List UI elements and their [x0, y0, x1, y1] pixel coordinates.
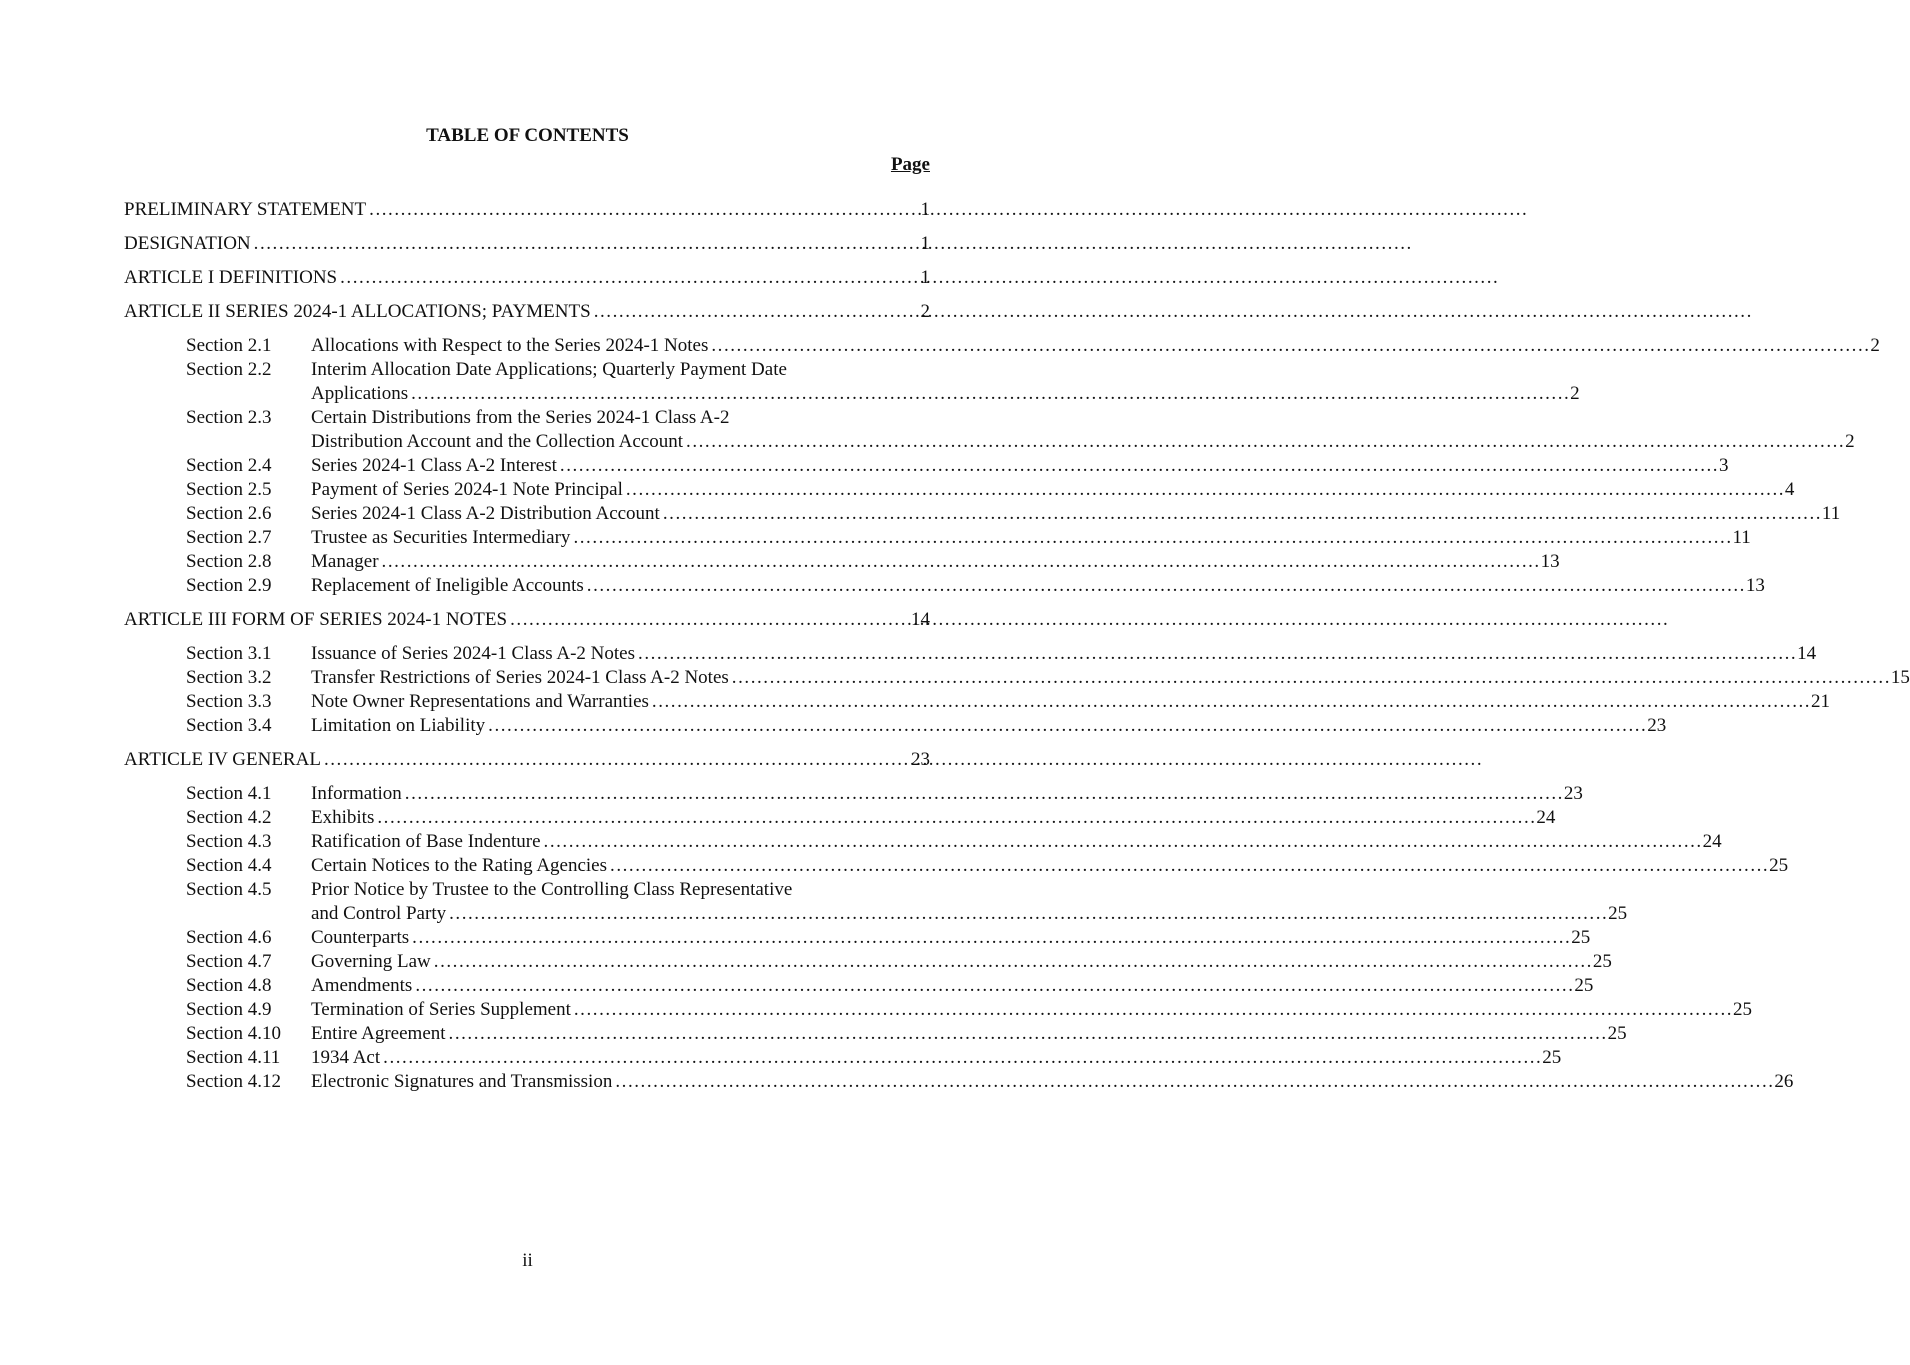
section-title-line: [311, 526, 1751, 550]
section-title-block: [311, 1046, 1561, 1070]
section-number: Section 4.5: [186, 879, 272, 900]
dot-leader: [382, 550, 1538, 574]
dot-leader: [449, 902, 1605, 926]
section-title: Governing Law: [311, 951, 431, 972]
toc-article-entry[interactable]: [124, 748, 930, 772]
section-title-block: [311, 974, 1593, 998]
toc-page-number: 25: [1592, 951, 1612, 972]
toc-section-entry[interactable]: [186, 830, 1722, 854]
toc-section-entry[interactable]: [186, 1046, 1562, 1070]
dot-leader: [610, 854, 1766, 878]
section-title-line: [311, 782, 1583, 806]
section-number: Section 2.7: [186, 527, 272, 548]
dot-leader: [544, 830, 1700, 854]
dot-leader: [573, 526, 1729, 550]
section-title-line: [311, 1070, 1793, 1094]
section-title-line: [311, 806, 1555, 830]
section-title-line: [311, 382, 1580, 406]
toc-page-number: 2: [1870, 335, 1880, 356]
toc-section-entry[interactable]: [186, 334, 1880, 358]
toc-article-entry[interactable]: [124, 232, 930, 256]
toc-article-title: DESIGNATION: [124, 233, 251, 254]
dot-leader: [615, 1070, 1771, 1094]
dot-leader: [732, 666, 1888, 690]
toc-section-entry[interactable]: [186, 998, 1752, 1022]
dot-leader: [434, 950, 1590, 974]
section-number: Section 4.2: [186, 807, 272, 828]
toc-section-entry[interactable]: [186, 574, 1765, 598]
section-title-block: [311, 854, 1788, 878]
dot-leader: [412, 926, 1568, 950]
toc-page-number: 26: [1774, 1071, 1794, 1092]
toc-page-number: 1: [920, 233, 930, 254]
section-title-block: [311, 998, 1752, 1022]
dot-leader: [686, 430, 1842, 454]
dot-leader: [711, 334, 1867, 358]
section-title-block: [311, 950, 1612, 974]
toc-page-number: 2: [1570, 383, 1580, 404]
toc-page-number: 25: [1574, 975, 1594, 996]
dot-leader: [488, 714, 1644, 738]
section-title-line: [311, 334, 1880, 358]
toc-page-number: 25: [1769, 855, 1789, 876]
toc-section-group: [186, 642, 1910, 738]
section-title-block: [311, 574, 1765, 598]
toc-page-number: 23: [911, 749, 930, 770]
section-title-line: [311, 550, 1560, 574]
toc-article-entry[interactable]: [124, 198, 930, 222]
toc-page-number: 1: [920, 267, 930, 288]
toc-section-entry[interactable]: [186, 690, 1830, 714]
section-title: Distribution Account and the Collection Account: [311, 431, 684, 452]
toc-section-entry[interactable]: [186, 714, 1667, 738]
section-title-block: [311, 550, 1560, 574]
section-number: Section 2.2: [186, 359, 272, 380]
toc-section-entry[interactable]: [186, 550, 1560, 574]
toc-section-group: [186, 334, 1880, 598]
section-number: Section 3.2: [186, 667, 272, 688]
section-number: Section 2.4: [186, 455, 272, 476]
toc-page-number: 11: [1732, 527, 1751, 548]
section-title: Applications: [311, 383, 409, 404]
section-title-block: [311, 714, 1666, 738]
section-number: Section 2.5: [186, 479, 272, 500]
toc-section-entry[interactable]: [186, 666, 1910, 690]
section-title-line: [311, 830, 1722, 854]
page-number: ii: [522, 1250, 533, 1271]
toc-article-entry[interactable]: [124, 300, 930, 324]
toc-page-number: 21: [1810, 691, 1830, 712]
section-number: Section 4.12: [186, 1071, 281, 1092]
toc-section-entry[interactable]: [186, 854, 1789, 878]
toc-page-number: 25: [1607, 1023, 1627, 1044]
toc-section-entry[interactable]: [186, 358, 1580, 406]
toc-page-number: 15: [1890, 667, 1910, 688]
dot-leader: [626, 478, 1782, 502]
toc-page-number: 25: [1732, 999, 1752, 1020]
toc-article-title: ARTICLE IV GENERAL: [124, 749, 321, 770]
section-title: Trustee as Securities Intermediary: [311, 527, 571, 548]
toc-page-number: 2: [1845, 431, 1855, 452]
section-title-line: [311, 478, 1794, 502]
section-title: Amendments: [311, 975, 413, 996]
section-number: Section 3.4: [186, 715, 272, 736]
toc-section-entry[interactable]: [186, 642, 1817, 666]
section-title: Information: [311, 783, 402, 804]
dot-leader: [587, 574, 1743, 598]
toc-page-number: 25: [1571, 927, 1591, 948]
toc-page-number: 24: [1536, 807, 1556, 828]
section-title-block: [311, 1070, 1793, 1094]
section-title-line: [311, 690, 1830, 714]
section-title: Ratification of Base Indenture: [311, 831, 541, 852]
toc-section-entry[interactable]: [186, 526, 1751, 550]
toc-article-entry[interactable]: [124, 608, 930, 632]
toc-page-number: 13: [1745, 575, 1765, 596]
section-title-block: [311, 1022, 1627, 1046]
section-number: Section 2.8: [186, 551, 272, 572]
section-title-block: [311, 526, 1751, 550]
section-number: Section 3.1: [186, 643, 272, 664]
section-title: Payment of Series 2024-1 Note Principal: [311, 479, 623, 500]
section-number: Section 2.6: [186, 503, 272, 524]
toc-section-entry[interactable]: [186, 782, 1583, 806]
toc-section-entry[interactable]: [186, 878, 1628, 926]
section-title: Termination of Series Supplement: [311, 999, 571, 1020]
section-title-block: [311, 830, 1722, 854]
section-title-line: [311, 950, 1612, 974]
section-title: and Control Party: [311, 903, 447, 924]
section-title: Manager: [311, 551, 379, 572]
dot-leader: [340, 266, 917, 290]
section-title: Limitation on Liability: [311, 715, 486, 736]
dot-leader: [411, 382, 1567, 406]
section-title-block: [311, 334, 1880, 358]
section-number: Section 4.6: [186, 927, 272, 948]
section-title: Entire Agreement: [311, 1023, 446, 1044]
dot-leader: [415, 974, 1571, 998]
dot-leader: [377, 806, 1533, 830]
page-column-header: Page: [890, 154, 930, 175]
section-title: Electronic Signatures and Transmission: [311, 1071, 613, 1092]
section-title-line: [311, 714, 1666, 738]
toc-article-entry[interactable]: [124, 266, 930, 290]
section-title-line: [311, 926, 1590, 950]
dot-leader: [369, 198, 917, 222]
section-number: Section 4.8: [186, 975, 272, 996]
section-number: Section 2.9: [186, 575, 272, 596]
section-title-line: [311, 666, 1910, 690]
section-title-block: [311, 502, 1840, 526]
section-title: Certain Distributions from the Series 2024-1 Class A-2: [311, 407, 730, 428]
section-title-line: [311, 1022, 1627, 1046]
toc-section-entry[interactable]: [186, 926, 1591, 950]
dot-leader: [254, 232, 918, 256]
toc-page-number: 25: [1542, 1047, 1562, 1068]
dot-leader: [663, 502, 1819, 526]
section-title-block: [311, 358, 1580, 406]
toc-article-title: PRELIMINARY STATEMENT: [124, 199, 367, 220]
section-title-block: [311, 926, 1590, 950]
toc-section-entry[interactable]: [186, 1022, 1627, 1046]
section-title: Replacement of Ineligible Accounts: [311, 575, 584, 596]
section-title-line: [311, 1046, 1561, 1070]
section-title: Note Owner Representations and Warranties: [311, 691, 649, 712]
dot-leader: [449, 1022, 1605, 1046]
section-title-block: [311, 478, 1794, 502]
toc-section-entry[interactable]: [186, 454, 1729, 478]
toc-page-number: 14: [911, 609, 930, 630]
section-title-line: [311, 642, 1816, 666]
toc-page-number: 24: [1702, 831, 1722, 852]
section-number: Section 4.11: [186, 1047, 281, 1068]
section-number: Section 4.1: [186, 783, 272, 804]
toc-section-entry[interactable]: [186, 1070, 1794, 1094]
dot-leader: [405, 782, 1561, 806]
dot-leader: [324, 748, 908, 772]
toc-page-number: 23: [1647, 715, 1667, 736]
section-title: Exhibits: [311, 807, 375, 828]
toc-page-number: 4: [1784, 479, 1795, 500]
toc-section-entry[interactable]: [186, 950, 1612, 974]
section-title-block: [311, 666, 1910, 690]
section-title-line: [311, 998, 1752, 1022]
dot-leader: [638, 642, 1794, 666]
toc-section-entry[interactable]: [186, 478, 1795, 502]
toc-page-number: 23: [1563, 783, 1583, 804]
toc-article-title: ARTICLE II SERIES 2024-1 ALLOCATIONS; PAYMENTS: [124, 301, 591, 322]
section-title: Interim Allocation Date Applications; Quarterly Payment Date: [311, 359, 787, 380]
toc-section-entry[interactable]: [186, 502, 1841, 526]
dot-leader: [652, 690, 1808, 714]
toc-page-number: 14: [1797, 643, 1817, 664]
section-number: Section 4.4: [186, 855, 272, 876]
section-title-line: [311, 430, 1855, 454]
toc-article-title: ARTICLE I DEFINITIONS: [124, 267, 338, 288]
toc-section-entry[interactable]: [186, 806, 1556, 830]
toc-page-number: 2: [920, 301, 930, 322]
section-number: Section 4.10: [186, 1023, 281, 1044]
section-title: Series 2024-1 Class A-2 Interest: [311, 455, 557, 476]
toc-page-number: 13: [1540, 551, 1560, 572]
page-title: TABLE OF CONTENTS: [426, 125, 629, 146]
section-number: Section 2.3: [186, 407, 272, 428]
section-title: Certain Notices to the Rating Agencies: [311, 855, 608, 876]
section-title: Issuance of Series 2024-1 Class A-2 Notes: [311, 643, 636, 664]
section-title-block: [311, 642, 1816, 666]
toc-page-number: 25: [1608, 903, 1628, 924]
section-title-line: [311, 502, 1840, 526]
section-title-line: [311, 574, 1765, 598]
section-title: Series 2024-1 Class A-2 Distribution Account: [311, 503, 660, 524]
section-title: Transfer Restrictions of Series 2024-1 Class A-2 Notes: [311, 667, 729, 688]
section-title-line: [311, 854, 1788, 878]
dot-leader: [594, 300, 918, 324]
dot-leader: [574, 998, 1730, 1022]
section-number: Section 4.9: [186, 999, 272, 1020]
section-title-block: [311, 406, 1855, 454]
section-number: Section 3.3: [186, 691, 272, 712]
toc-page-number: 11: [1821, 503, 1841, 524]
toc-page-number: 3: [1718, 455, 1729, 476]
section-title-line: [311, 974, 1593, 998]
toc-section-entry[interactable]: [186, 974, 1594, 998]
toc-page-number: 1: [920, 199, 930, 220]
section-title-block: [311, 806, 1555, 830]
section-title: 1934 Act: [311, 1047, 381, 1068]
section-title: Allocations with Respect to the Series 2024-1 Notes: [311, 335, 709, 356]
section-title-line: [311, 902, 1627, 926]
dot-leader: [560, 454, 1716, 478]
toc-section-entry[interactable]: [186, 406, 1855, 454]
toc-article-title: ARTICLE III FORM OF SERIES 2024-1 NOTES: [124, 609, 508, 630]
section-number: Section 4.7: [186, 951, 272, 972]
section-number: Section 2.1: [186, 335, 272, 356]
section-title: Counterparts: [311, 927, 410, 948]
section-title-line: [311, 454, 1728, 478]
section-title-block: [311, 690, 1830, 714]
section-title-block: [311, 878, 1627, 926]
section-title: Prior Notice by Trustee to the Controlling Class Representative: [311, 879, 793, 900]
toc-section-group: [186, 782, 1794, 1094]
dot-leader: [510, 608, 908, 632]
section-number: Section 4.3: [186, 831, 272, 852]
section-title-block: [311, 454, 1728, 478]
dot-leader: [383, 1046, 1539, 1070]
section-title-block: [311, 782, 1583, 806]
table-of-contents: [124, 198, 1910, 1104]
